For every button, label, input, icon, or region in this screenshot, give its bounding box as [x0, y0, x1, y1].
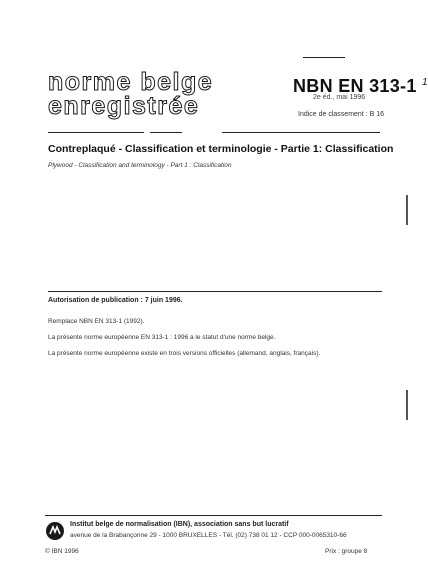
- margin-mark-2: [406, 390, 408, 420]
- brand-name: [48, 70, 213, 118]
- title-top-rule-right: [222, 132, 380, 133]
- institute-name: Institut belge de normalisation (IBN), association sans but lucratif: [70, 521, 289, 528]
- body-top-rule: [48, 291, 382, 292]
- edition-date: 2e éd., mai 1996: [313, 94, 366, 101]
- title-top-rule-mid: [150, 132, 182, 133]
- title-english: Plywood - Classification and terminology - Part 1 : Classification: [48, 162, 232, 169]
- replaces-line: Remplace NBN EN 313-1 (1992).: [48, 318, 145, 325]
- brand-line-2: enregistrée: [48, 92, 200, 120]
- brand-line-1: norme belge: [48, 68, 214, 96]
- statut-line: La présente norme européenne EN 313-1 : 1996 a le statut d'une norme belge.: [48, 334, 276, 341]
- title-french: Contreplaqué - Classification et terminologie - Partie 1: Classification: [48, 143, 394, 155]
- margin-mark-1: [406, 195, 408, 225]
- indice-classement: Indice de classement : B 16: [298, 111, 384, 118]
- standard-code-text: NBN EN 313-1: [293, 76, 417, 96]
- copyright: © IBN 1996: [45, 548, 79, 555]
- title-top-rule-left: [48, 132, 144, 133]
- price-group: Prix : groupe 8: [325, 548, 368, 555]
- header-top-rule: [303, 57, 345, 58]
- versions-line: La présente norme européenne existe en trois versions officielles (allemand, anglais, français).: [48, 350, 321, 357]
- edition-mark: 1: [421, 77, 428, 88]
- footer-rule: [45, 515, 382, 516]
- institute-address: avenue de la Brabançonne 29 - 1000 BRUXELLES - Tél. (02) 738 01 12 - CCP 000-0065310-66: [70, 532, 347, 539]
- authorisation-line: Autorisation de publication : 7 juin 1996.: [48, 297, 183, 304]
- ibn-logo-icon: [45, 521, 65, 541]
